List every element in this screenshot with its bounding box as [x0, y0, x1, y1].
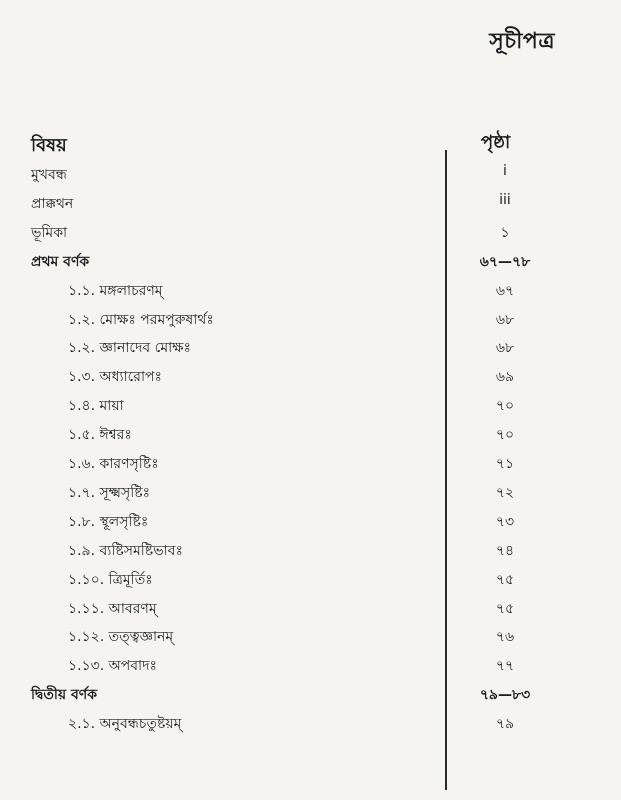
toc-entry-label: ১.১. মঙ্গলাচরণম্: [68, 282, 163, 299]
toc-entry-page: ৬৭: [495, 282, 515, 299]
toc-entry-label: ১.২. মোক্ষঃ পরমপুরুষার্থঃ: [68, 311, 214, 328]
toc-entry-page: ৭২: [495, 484, 515, 501]
toc-entry-row: [0, 568, 621, 596]
toc-entry-row: [0, 423, 621, 451]
toc-entry-row: [0, 336, 621, 364]
toc-section-row: [0, 192, 621, 220]
toc-entry-label: প্রথম বর্ণক: [31, 253, 90, 270]
toc-section-row: [0, 163, 621, 191]
toc-section-row: [0, 221, 621, 249]
toc-entry-label: ভূমিকা: [31, 224, 68, 241]
toc-entry-label: ১.৮. স্থূলসৃষ্টিঃ: [68, 513, 149, 530]
toc-entry-label: ১.১২. তত্ত্বজ্ঞানম্: [68, 629, 174, 646]
toc-entry-page: ৬৮: [495, 311, 515, 328]
toc-entry-label: ২.১. অনুবন্ধচতুষ্টয়ম্: [68, 716, 182, 733]
toc-entry-page: ৬৮: [495, 340, 515, 357]
toc-entry-label: ১.৬. কারণসৃষ্টিঃ: [68, 456, 159, 472]
toc-entry-label: ১.২. জ্ঞানাদেব মোক্ষঃ: [68, 340, 191, 357]
toc-entry-label: ১.১৩. অপবাদঃ: [68, 658, 157, 675]
toc-entry-label: ১.৯. ব্যষ্টিসমষ্টিভাবঃ: [68, 542, 183, 559]
toc-entry-page: ৭৪: [495, 542, 515, 559]
toc-entry-page: ৬৭—৭৮: [479, 253, 531, 270]
toc-entry-label: মুখবন্ধ: [31, 167, 67, 183]
toc-entry-page: ৭০: [495, 398, 515, 415]
toc-entry-row: [0, 452, 621, 480]
toc-entry-row: [0, 625, 621, 653]
toc-entry-page: ৭৬: [495, 629, 515, 646]
toc-entry-label: ১.৭. সূক্ষ্মসৃষ্টিঃ: [68, 484, 151, 501]
toc-entry-page: ১: [500, 224, 510, 241]
toc-entry-row: [0, 279, 621, 307]
toc-entry-label: ১.১১. আবরণম্: [68, 600, 157, 617]
toc-entry-page: iii: [499, 191, 511, 208]
toc-entry-row: [0, 394, 621, 422]
toc-entry-row: [0, 365, 621, 393]
toc-entry-label: ১.৪. মায়া: [68, 398, 124, 415]
toc-entry-page: ৭৯: [495, 716, 515, 733]
toc-section-row: [0, 250, 621, 278]
subject-column-header: বিষয়: [31, 135, 67, 156]
toc-entry-page: ৭৯—৮৩: [479, 687, 531, 704]
toc-entry-page: ৭৫: [495, 571, 515, 588]
toc-entry-page: i: [503, 163, 507, 179]
toc-entry-label: প্রাক্কথন: [31, 195, 74, 212]
toc-entry-page: ৭৩: [495, 513, 515, 530]
toc-entry-page: ৬৯: [495, 369, 515, 386]
toc-entry-row: [0, 510, 621, 538]
page-title: সূচীপত্র: [489, 29, 555, 54]
toc-entry-row: [0, 654, 621, 682]
toc-section-row: [0, 683, 621, 711]
toc-entry-row: [0, 308, 621, 336]
toc-entry-page: ৭৭: [495, 658, 515, 675]
toc-entry-row: [0, 597, 621, 625]
toc-entry-label: ১.৩. অধ্যারোপঃ: [68, 369, 162, 386]
page-column-header: পৃষ্ঠা: [481, 132, 511, 153]
toc-entry-label: ১.৫. ঈশ্বরঃ: [68, 427, 132, 444]
toc-entry-page: ৭০: [495, 427, 515, 444]
toc-entry-label: ১.১০. ত্রিমূর্তিঃ: [68, 571, 153, 588]
toc-entry-row: [0, 712, 621, 740]
toc-entry-page: ৭১: [495, 456, 515, 472]
toc-entry-row: [0, 539, 621, 567]
toc-entry-label: দ্বিতীয় বর্ণক: [31, 687, 98, 704]
toc-entry-page: ৭৫: [495, 600, 515, 617]
toc-entry-row: [0, 481, 621, 509]
